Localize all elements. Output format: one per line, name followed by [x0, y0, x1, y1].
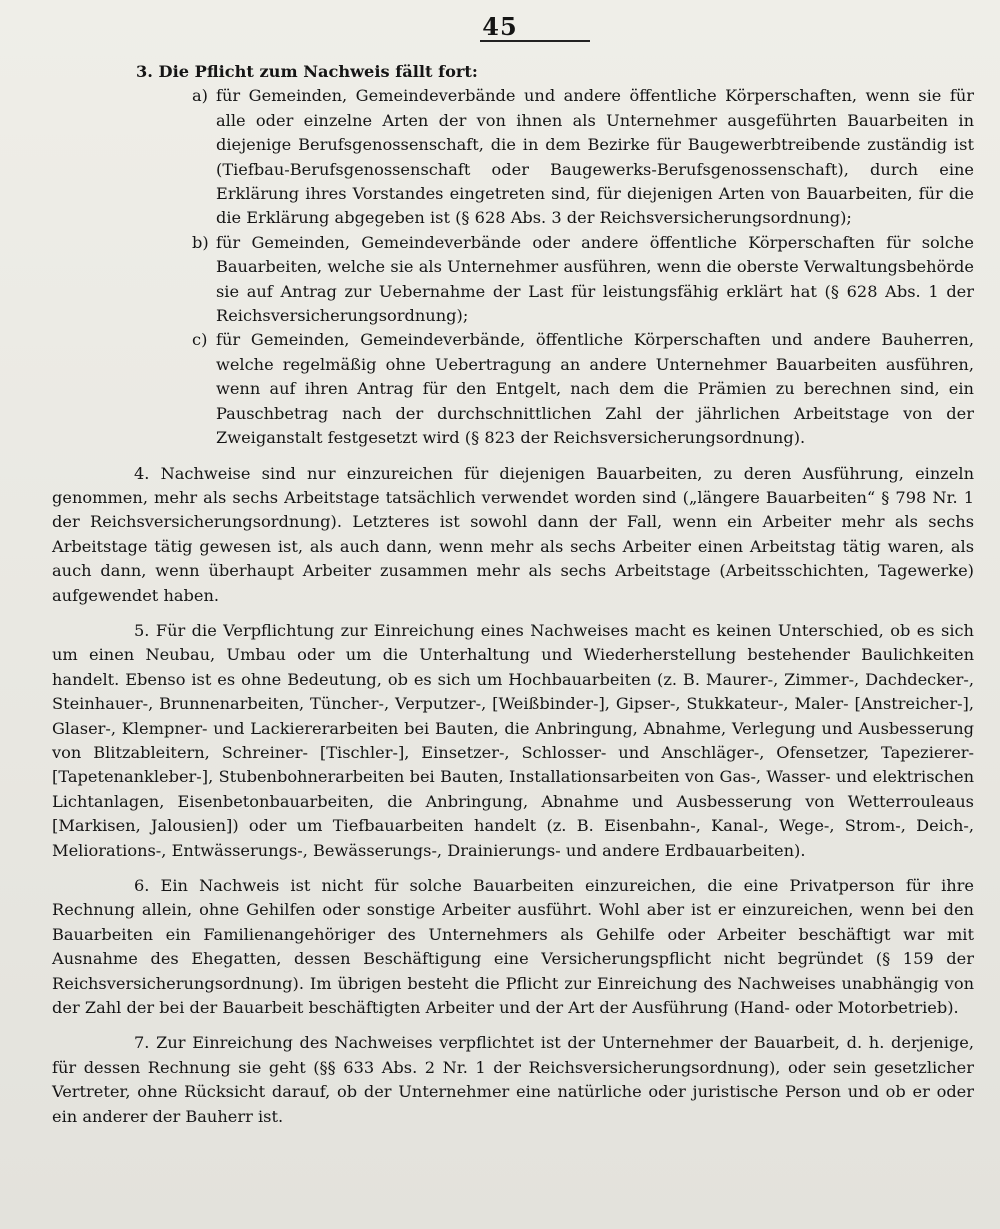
item-label: b) [192, 232, 209, 252]
section-3-intro: 3. Die Pflicht zum Nachweis fällt fort: [136, 62, 478, 81]
paragraph-5: 5. Für die Verpflichtung zur Einreichung eines Nachweises macht es keinen Unterschied, ob es sich um einen Neubau, Umbau oder um die Unterhaltung und Wiederherstellung bestehender Baulichkeiten handelt. Ebenso ist es ohne Bedeutung, ob es sich um Hochbauarbeiten (z. B. Maurer-, Zimmer-, Dachdecker-, Steinhauer-, Brunnenarbeiten, Tüncher-, Verputzer-, [Weißbinder-], Gipser-, Stukkateur-, Maler- [Anstreicher-], Glaser-, Klempner- und Lackiererarbeiten bei Bauten, die Anbringung, Abnahme, Verlegung und Ausbesserung von Blitzableitern, Schreiner- [Tischler-], Einsetzer-, Schlosser- und Anschläger-, Ofensetzer, Tapezierer- [Tapetenankleber-], Stubenbohnerarbeiten bei Bauten, Installationsarbeiten von Gas-, Wasser- und elektrischen Lichtanlagen, Eisenbetonbauarbeiten, die Anbringung, Abnahme und Ausbesserung von Wetterrouleaus [Markisen, Jalousien]) oder um Tiefbauarbeiten handelt (z. B. Eisenbahn-, Kanal-, Wege-, Strom-, Deich-, Meliorations-, Entwässerungs-, Bewässerungs-, Drainierungs- und andere Erdbauarbeiten). [52, 620, 974, 860]
item-label: a) [192, 86, 208, 106]
section-3-item-a [52, 84, 974, 230]
paragraph-6: 6. Ein Nachweis ist nicht für solche Bauarbeiten einzureichen, die eine Privatperson für ihre Rechnung allein, ohne Gehilfen oder sonstige Arbeiter ausführt. Wohl aber ist er einzureichen, wenn bei den Bauarbeiten ein Familienangehöriger des Unternehmers als Gehilfe oder Arbeiter beschäftigt war mit Ausnahme des Ehegatten, dessen Beschäftigung eine Versicherungspflicht nicht begründet (§ 159 der Reichsversicherungsordnung). Im übrigen besteht die Pflicht zur Einreichung des Nachweises unabhängig von der Zahl der bei der Bauarbeit beschäftigten Arbeiter und der Art der Ausführung (Hand- oder Motorbetrieb). [52, 876, 974, 1018]
item-label: c) [192, 330, 208, 350]
page-number: 45 [482, 12, 518, 41]
section-3-item-c [52, 328, 974, 450]
paragraph-4: 4. Nachweise sind nur einzureichen für diejenigen Bauarbeiten, zu deren Ausführung, einzeln genommen, mehr als sechs Arbeitstage tatsächlich verwendet worden sind („längere Bauarbeiten“ § 798 Nr. 1 der Reichsversicherungsordnung). Letzteres ist sowohl dann der Fall, wenn ein Arbeiter mehr als sechs Arbeitstage tätig gewesen ist, als auch dann, wenn mehr als sechs Arbeiter einen Arbeitstag tätig waren, als auch dann, wenn überhaupt Arbeiter zusammen mehr als sechs Arbeitstage (Arbeitsschichten, Tagewerke) aufgewendet haben. [52, 463, 974, 605]
item-text: für Gemeinden, Gemeindeverbände, öffentliche Körperschaften und andere Bauherren, welche regelmäßig ohne Uebertragung an andere Unternehmer Bauarbeiten ausführen, wenn auf ihren Antrag für den Entgelt, nach dem die Prämien zu berechnen sind, ein Pauschbetrag nach der durchschnittlichen Zahl der jährlichen Arbeitstage von der Zweiganstalt festgesetzt wird (§ 823 der Reichsversicherungsordnung). [216, 330, 974, 448]
paragraph-7: 7. Zur Einreichung des Nachweises verpflichtet ist der Unternehmer der Bauarbeit, d. h. derjenige, für dessen Rechnung sie geht (§§ 633 Abs. 2 Nr. 1 der Reichsversicherungsordnung), oder sein gesetzlicher Vertreter, ohne Rücksicht darauf, ob der Unternehmer eine natürliche oder juristische Person und ob er oder ein anderer der Bauherr ist. [52, 1033, 974, 1126]
section-3-item-b [52, 231, 974, 329]
item-text: für Gemeinden, Gemeindeverbände oder andere öffentliche Körperschaften für solche Bauarbeiten, welche sie als Unternehmer ausführen, wenn die oberste Verwaltungsbehörde sie auf Antrag zur Uebernahme der Last für leistungsfähig erklärt hat (§ 628 Abs. 1 der Reichsversicherungsordnung); [216, 232, 974, 326]
header-rule [480, 40, 590, 42]
item-text: für Gemeinden, Gemeindeverbände und andere öffentliche Körperschaften, wenn sie für alle oder einzelne Arten der von ihnen als Unternehmer ausgeführten Bauarbeiten in diejenige Berufsgenossenschaft, die in dem Bezirke für Baugewerbtreibende zuständig ist (Tiefbau-Berufsgenossenschaft oder Baugewerks-Berufsgenossenschaft), durch eine Erklärung ihres Vorstandes eingetreten sind, für diejenigen Arten von Bauarbeiten, für die die Erklärung abgegeben ist (§ 628 Abs. 3 der Reichsversicherungsordnung); [216, 86, 974, 228]
document-body [52, 60, 974, 1129]
